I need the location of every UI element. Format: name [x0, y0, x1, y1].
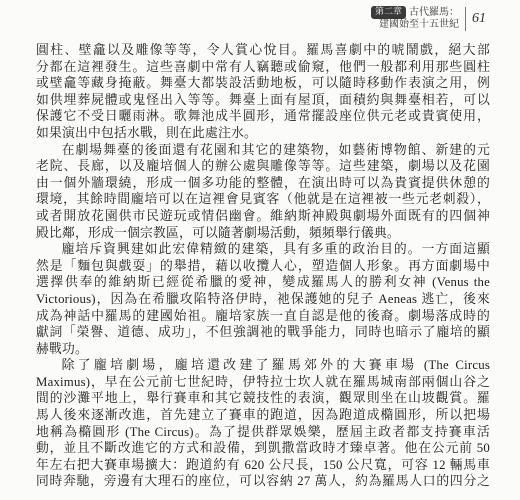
text-line: 龐培斥資興建如此宏偉精緻的建築，具有多重的政治目的。一方面這顯: [61, 242, 490, 257]
text-line: 赫戰功。: [36, 341, 88, 356]
text-line: 或壁龕等藏身掩蔽。舞臺大都裝設活動地板，可以隨時移動作表演之用，例: [36, 76, 490, 91]
text-line: 老院、長廊，以及龐培個人的辦公處與雕像等等。這些建築，劇場以及花園: [36, 159, 490, 174]
body-text: [36, 42, 490, 490]
chapter-badge: 第二章: [371, 6, 406, 19]
text-line: Victorious)，因為在希臘攻陷特洛伊時，祂保護她的兒子 Aeneas 逃亡，後來: [36, 291, 490, 306]
text-line: 動，並且不斷改進它的方式和設備，到凱撒當政時才臻卓著。他在公元前 50: [36, 441, 490, 456]
text-line: 圓柱、壁龕以及雕像等等，令人賞心悅目。羅馬喜劇中的唬鬧戲，絕大部: [36, 43, 490, 57]
paragraph: [36, 42, 490, 142]
text-line: 除了龐培劇場，龐培還改建了羅馬郊外的大賽車場 (The Circus: [61, 358, 490, 373]
text-line: 成為神話中羅馬的建國始祖。龐培家族一直自認是他的後裔。劇場落成時的: [36, 308, 490, 323]
text-line: 馬人後來逐漸改進，首先建立了賽車的跑道，因為跑道成橢圓形，所以把場: [36, 408, 490, 423]
text-line: 保護它不受日曬雨淋。歌舞池成半圓形，通常擺設座位供元老或貴賓使用，: [36, 109, 490, 124]
paragraph: [36, 357, 490, 490]
header-divider: [465, 7, 466, 31]
text-line: 獻詞「榮譽、道德、成功」，不但強調祂的戰爭能力，同時也暗示了龐培的顯: [36, 325, 490, 340]
page-number: 61: [472, 10, 486, 26]
text-line: 如供埋葬屍體或鬼怪出入等等。舞臺上面有屋頂，面積約與舞臺相若，可以: [36, 92, 490, 107]
chapter-heading-line: [371, 6, 459, 19]
text-line: 地稱為橢圓形 (The Circus)。為了提供群眾娛樂，歷屆主政者都支持賽車活: [36, 424, 490, 439]
text-line: 分都在這裡發生。這些喜劇中常有人竊聽或偷窺，他們一般都利用那些圓柱: [36, 59, 490, 74]
text-line: 間的沙灘平地上，舉行賽車和其它競技性的表演，觀眾則坐在山坡觀賞。羅: [36, 391, 490, 406]
chapter-subtitle: 建國始至十五世紀: [379, 19, 459, 30]
paragraph: [36, 142, 490, 242]
running-head: [371, 6, 486, 31]
text-line: 然是「麵包與戲耍」的舉措，藉以收攬人心，塑造個人形象。再方面劇場中: [36, 258, 490, 273]
text-line: 選擇供奉的維納斯已經從希臘的愛神，變成羅馬人的勝利女神 (Venus the: [36, 275, 490, 290]
text-line: 同時奔馳，旁邊有大理石的座位，可以容納 27 萬人，約為羅馬人口的四分之: [36, 474, 490, 489]
paragraph: [36, 241, 490, 357]
text-line: 殿比鄰，形成一個宗教區，可以隨著劇場活動，頻頻舉行儀典。: [36, 225, 400, 240]
text-line: 環境，其餘時間龐培可以在這裡會見賓客（他就是在這裡被一些元老刺殺），: [36, 192, 490, 207]
text-line: 如果演出中包括水戰，則在此處注水。: [36, 125, 257, 140]
text-line: Maximus)，早在公元前七世紀時，伊特拉士坎人就在羅馬城南部兩個山谷之: [36, 374, 490, 389]
chapter-heading: [371, 6, 459, 31]
text-line: 由一個外牆環繞，形成一個多功能的整體，在演出時可以為貴賓提供休憩的: [36, 175, 490, 190]
chapter-title: 古代羅馬：: [409, 6, 459, 18]
text-line: 年左右把大賽車場擴大：跑道約有 620 公尺長，150 公尺寬，可容 12 輛馬車: [36, 457, 490, 472]
text-line: 在劇場舞臺的後面還有花園和其它的建築物，如藝術博物館、新建的元: [61, 142, 490, 157]
text-line: 或者開放花園供市民遊玩或情侶幽會。維納斯神殿與劇場外面既有的四個神: [36, 208, 490, 223]
